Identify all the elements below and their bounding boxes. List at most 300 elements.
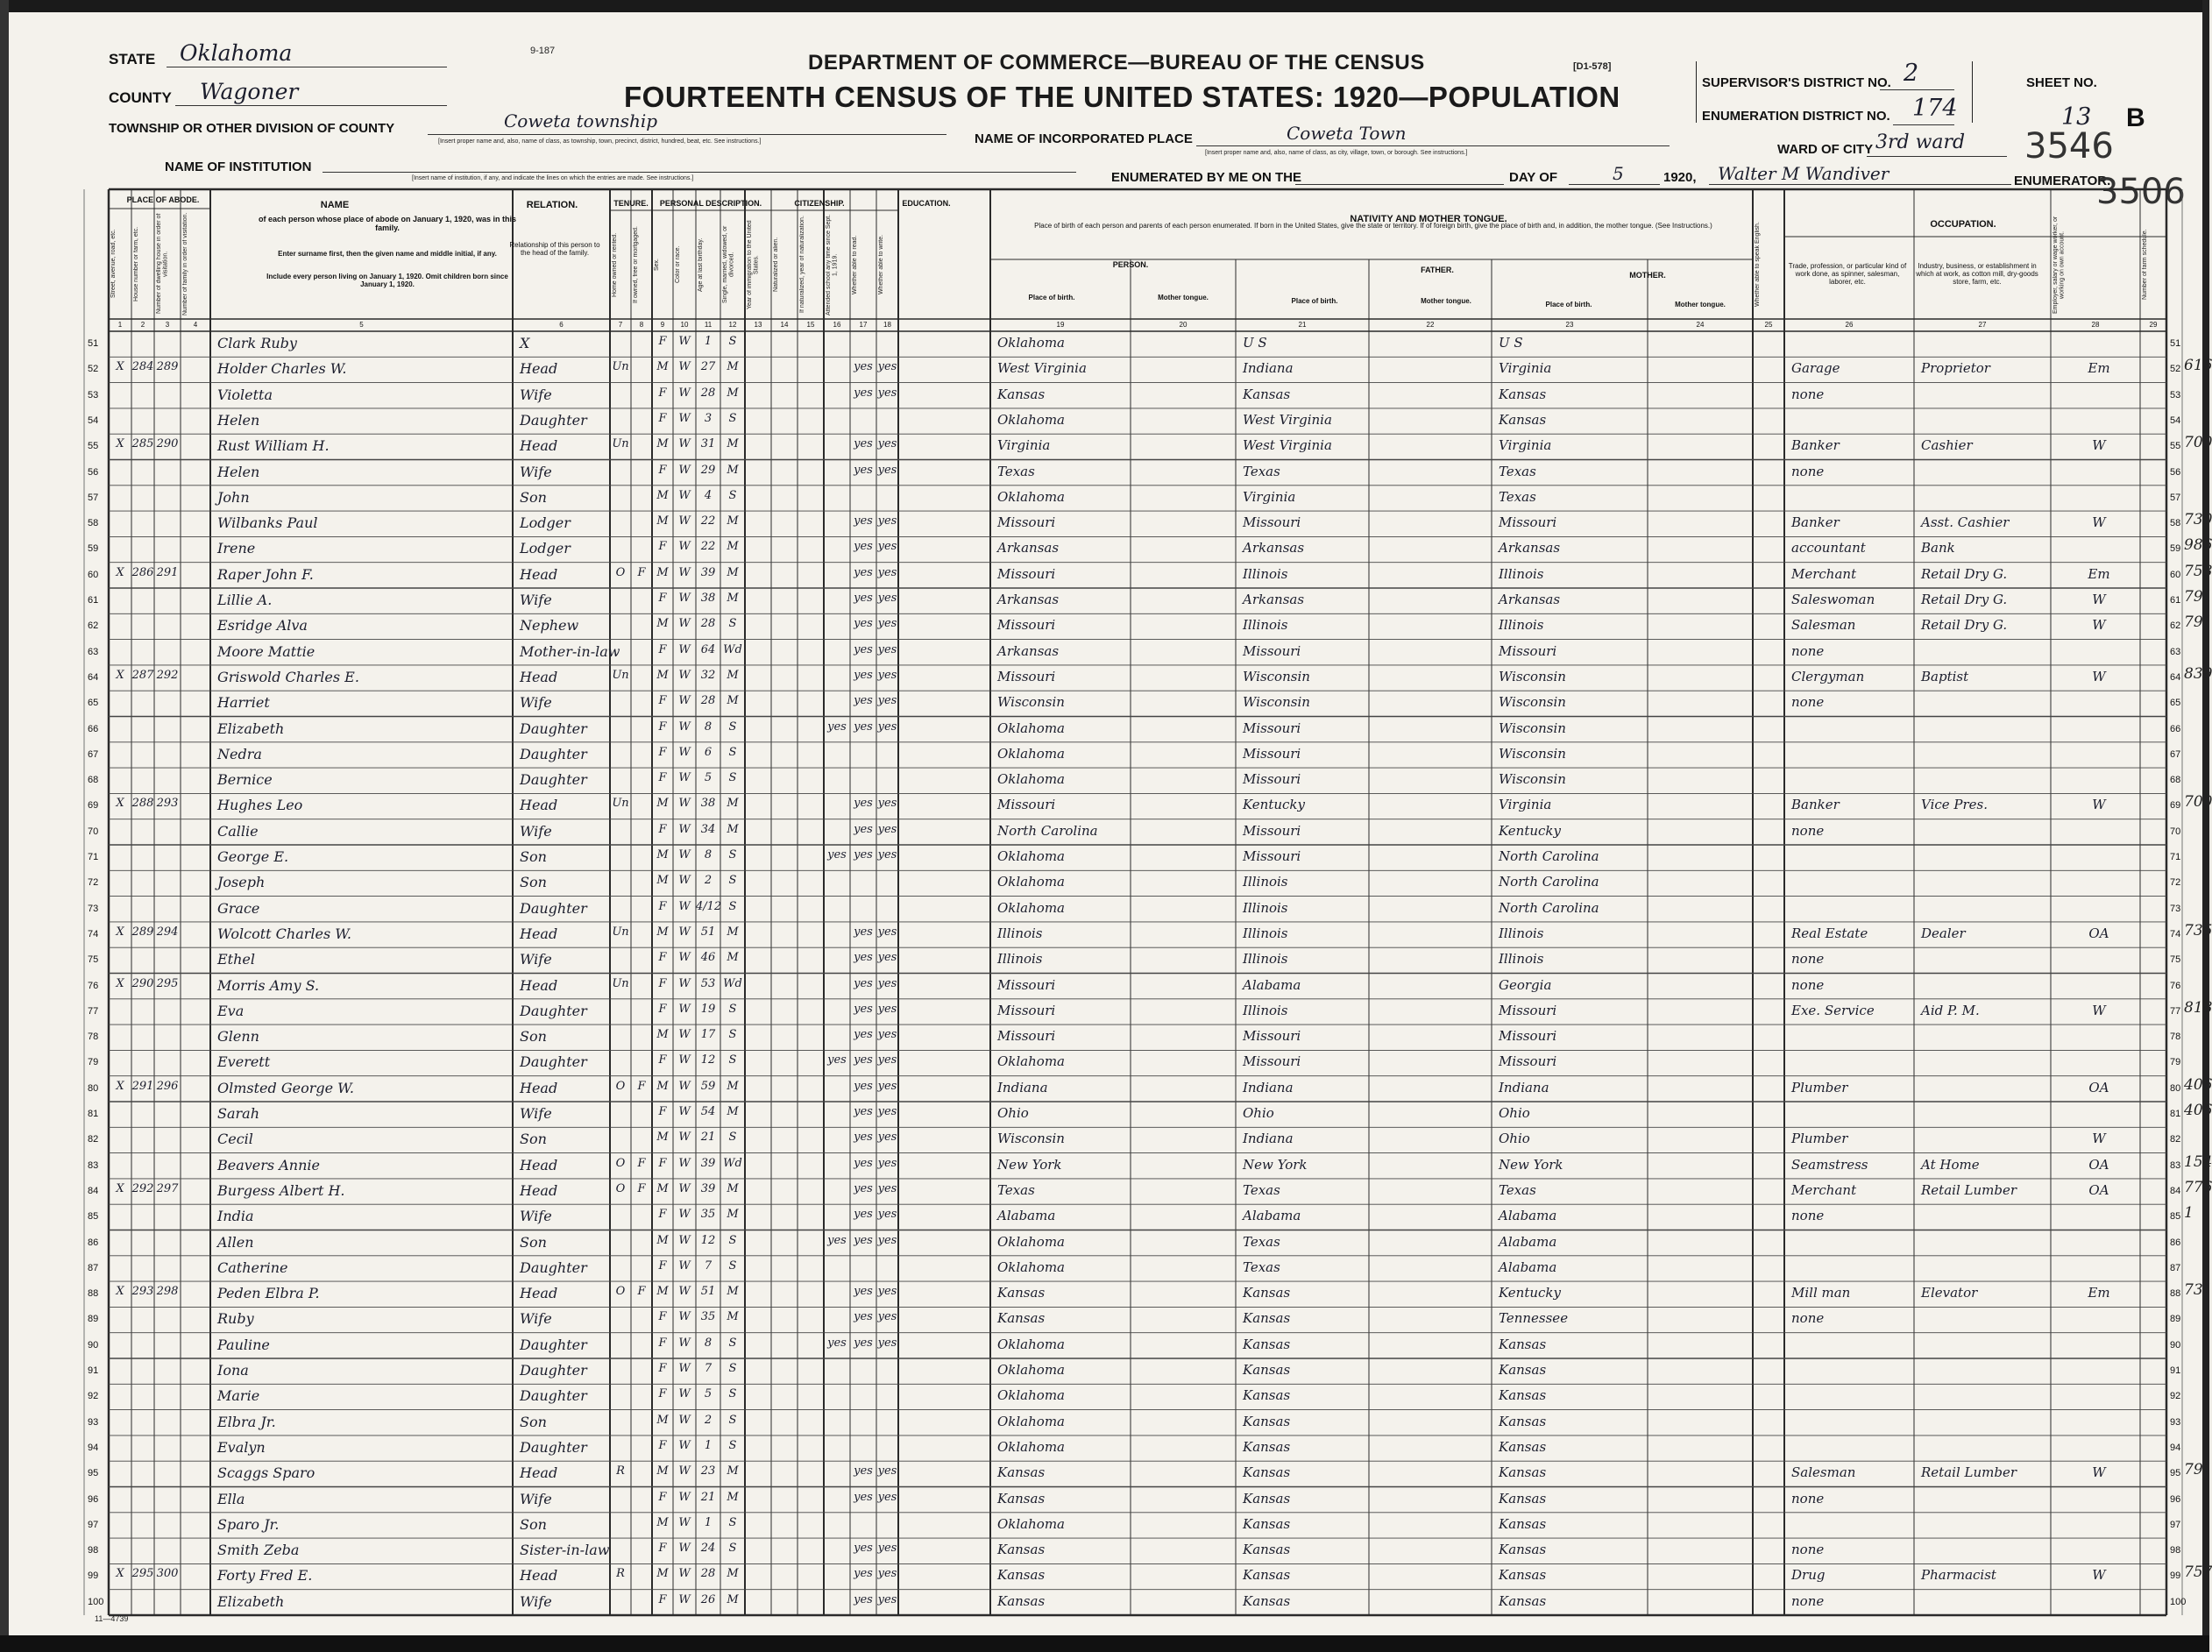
cell-age: 28 bbox=[700, 1567, 716, 1581]
cell-mpob: Illinois bbox=[1499, 925, 1544, 941]
cell-house: 285 bbox=[131, 437, 154, 451]
cell-mpob: Georgia bbox=[1499, 976, 1552, 993]
cell-write: yes bbox=[877, 694, 897, 708]
row-number-right: 68 bbox=[2170, 775, 2181, 786]
cell-sex: F bbox=[658, 1592, 667, 1606]
group-mother: MOTHER. bbox=[1629, 271, 1666, 280]
cell-trade: Drug bbox=[1791, 1567, 1826, 1584]
cell-write: yes bbox=[877, 951, 897, 965]
row-number-right: 63 bbox=[2170, 646, 2181, 657]
cell-mpob: Missouri bbox=[1499, 1053, 1557, 1070]
cell-ms: S bbox=[728, 335, 737, 348]
cell-pob: Kansas bbox=[997, 1490, 1046, 1507]
cell-sex: F bbox=[658, 694, 667, 708]
margin-farm-note: 616 bbox=[2184, 357, 2212, 375]
cell-rel: Head bbox=[520, 1181, 558, 1199]
column-header-17: Whether able to read. bbox=[852, 235, 858, 294]
table-row bbox=[0, 1102, 2212, 1127]
table-row bbox=[0, 1230, 2209, 1256]
cell-dw: 300 bbox=[156, 1567, 179, 1581]
cell-mpob: Kansas bbox=[1499, 1387, 1547, 1404]
cell-age: 51 bbox=[700, 925, 716, 939]
cell-pob: West Virginia bbox=[997, 360, 1087, 377]
cell-race: W bbox=[678, 642, 691, 656]
cell-sex: M bbox=[656, 1233, 669, 1247]
cell-age: 21 bbox=[700, 1131, 716, 1145]
row-number-right: 74 bbox=[2170, 928, 2181, 939]
cell-age: 1 bbox=[704, 1515, 713, 1529]
cell-rel: Head bbox=[520, 925, 558, 942]
row-number-right: 92 bbox=[2170, 1391, 2181, 1402]
cell-name: Allen bbox=[217, 1233, 254, 1251]
cell-age: 4 bbox=[704, 488, 713, 502]
sheet-letter: B bbox=[2126, 103, 2145, 132]
cell-mpob: Wisconsin bbox=[1499, 771, 1566, 788]
cell-sex: F bbox=[658, 1362, 667, 1375]
cell-trade: accountant bbox=[1791, 540, 1866, 557]
cell-emp: OA bbox=[2088, 1079, 2109, 1095]
cell-sex: F bbox=[658, 1490, 667, 1504]
cell-att: yes bbox=[827, 1053, 847, 1067]
cell-mpob: Texas bbox=[1499, 463, 1536, 479]
cell-age: 28 bbox=[700, 386, 716, 400]
cell-house: 291 bbox=[131, 1079, 154, 1093]
cell-trade: Banker bbox=[1791, 514, 1840, 531]
cell-mpob: U S bbox=[1499, 335, 1523, 351]
table-row bbox=[0, 819, 2209, 845]
table-row bbox=[0, 921, 2212, 947]
cell-race: W bbox=[678, 720, 691, 734]
cell-pob: Texas bbox=[997, 1181, 1035, 1198]
cell-fpob: Kansas bbox=[1243, 386, 1291, 402]
row-number-right: 78 bbox=[2170, 1032, 2181, 1043]
cell-rel: Daughter bbox=[520, 1438, 587, 1456]
cell-race: W bbox=[678, 1515, 691, 1529]
cell-name: Rust William H. bbox=[217, 437, 330, 455]
cell-sex: M bbox=[656, 617, 669, 631]
cell-age: 19 bbox=[700, 1002, 716, 1016]
cell-ms: M bbox=[727, 925, 739, 939]
cell-sex: F bbox=[658, 745, 667, 759]
margin-farm-note: 700 bbox=[2184, 434, 2212, 452]
cell-st: X bbox=[116, 1567, 124, 1581]
cell-age: 12 bbox=[700, 1233, 716, 1247]
table-row bbox=[0, 383, 2209, 408]
table-row bbox=[0, 1281, 2212, 1307]
cell-emp: OA bbox=[2088, 1156, 2109, 1173]
row-number-right: 64 bbox=[2170, 671, 2181, 683]
cell-mpob: North Carolina bbox=[1499, 848, 1599, 864]
cell-ind: At Home bbox=[1921, 1156, 1980, 1173]
cell-trade: none bbox=[1791, 822, 1825, 839]
table-row bbox=[0, 434, 2212, 459]
cell-pob: Oklahoma bbox=[997, 1438, 1065, 1455]
cell-age: 26 bbox=[700, 1592, 716, 1606]
row-number-left: 62 bbox=[88, 620, 99, 632]
margin-farm-note: 758 bbox=[2184, 562, 2212, 580]
cell-fpob: Indiana bbox=[1243, 1079, 1294, 1095]
cell-write: yes bbox=[877, 1336, 897, 1350]
cell-pob: Missouri bbox=[997, 797, 1056, 813]
column-number-19: 19 bbox=[1056, 321, 1065, 329]
cell-mpob: Kansas bbox=[1499, 1592, 1547, 1609]
column-number-6: 6 bbox=[559, 321, 564, 329]
cell-read: yes bbox=[854, 1105, 873, 1118]
cell-st: X bbox=[116, 797, 124, 811]
cell-mpob: Virginia bbox=[1499, 360, 1552, 377]
column-header-1: Street, avenue, road, etc. bbox=[110, 229, 117, 299]
cell-age: 29 bbox=[700, 463, 716, 477]
column-header-8: If owned, free or mortgaged. bbox=[633, 226, 639, 303]
column-header-3: Number of dwelling house in order of visitation. bbox=[156, 213, 169, 315]
cell-name: Elizabeth bbox=[217, 720, 285, 737]
table-row bbox=[0, 613, 2212, 639]
cell-mpob: North Carolina bbox=[1499, 874, 1599, 890]
cell-pob: Kansas bbox=[997, 1464, 1046, 1481]
table-row bbox=[0, 588, 2212, 613]
column-number-2: 2 bbox=[140, 321, 145, 329]
row-number-right: 83 bbox=[2170, 1159, 2181, 1171]
table-row bbox=[0, 1307, 2209, 1332]
cell-write: yes bbox=[877, 565, 897, 579]
cell-sex: F bbox=[658, 720, 667, 734]
cell-trade: Seamstress bbox=[1791, 1156, 1868, 1173]
table-row bbox=[0, 664, 2212, 691]
cell-name: Everett bbox=[217, 1053, 271, 1071]
cell-rel: Daughter bbox=[520, 720, 587, 737]
row-number-right: 98 bbox=[2170, 1545, 2181, 1556]
cell-ind: Vice Pres. bbox=[1921, 797, 1989, 813]
cell-write: yes bbox=[877, 1310, 897, 1324]
table-row bbox=[0, 974, 2209, 999]
cell-pob: Kansas bbox=[997, 1310, 1046, 1327]
cell-mpob: Kansas bbox=[1499, 1438, 1547, 1455]
cell-name: Callie bbox=[217, 822, 259, 840]
cell-pob: Kansas bbox=[997, 386, 1046, 402]
enum-district-label: ENUMERATION DISTRICT NO. bbox=[1702, 109, 1890, 124]
table-row bbox=[0, 1204, 2209, 1230]
table-row bbox=[0, 1461, 2212, 1486]
table-row bbox=[0, 998, 2212, 1025]
cell-read: yes bbox=[854, 797, 873, 811]
table-row bbox=[0, 897, 2209, 922]
cell-age: 7 bbox=[704, 1362, 713, 1375]
row-number-left: 93 bbox=[88, 1416, 99, 1428]
cell-rel: Daughter bbox=[520, 411, 587, 429]
group-name: NAME bbox=[320, 200, 350, 210]
cell-ms: M bbox=[727, 1208, 739, 1222]
cell-trade: none bbox=[1791, 386, 1825, 402]
cell-st: X bbox=[116, 976, 124, 990]
cell-dw: 292 bbox=[156, 668, 179, 682]
cell-trade: Merchant bbox=[1791, 565, 1857, 582]
cell-name: Smith Zeba bbox=[217, 1542, 300, 1559]
cell-name: Wilbanks Paul bbox=[217, 514, 318, 532]
cell-rel: Daughter bbox=[520, 1053, 587, 1071]
row-number-right: 71 bbox=[2170, 852, 2181, 862]
cell-emp: W bbox=[2092, 1464, 2106, 1481]
state-label: STATE bbox=[109, 51, 156, 67]
cell-mpob: Kansas bbox=[1499, 1567, 1547, 1584]
cell-read: yes bbox=[854, 642, 873, 656]
cell-pob: Missouri bbox=[997, 1028, 1056, 1045]
cell-sex: M bbox=[656, 1515, 669, 1529]
cell-sex: M bbox=[656, 360, 669, 374]
cell-rel: Son bbox=[520, 1131, 547, 1148]
cell-ms: Wd bbox=[723, 1156, 742, 1170]
cell-age: 53 bbox=[700, 976, 716, 990]
cell-ms: S bbox=[728, 1131, 737, 1145]
cell-ms: S bbox=[728, 1258, 737, 1273]
cell-house: 295 bbox=[131, 1567, 154, 1581]
cell-race: W bbox=[678, 1413, 691, 1427]
cell-age: 17 bbox=[700, 1028, 716, 1042]
cell-sex: M bbox=[656, 488, 669, 502]
cell-race: W bbox=[678, 899, 691, 913]
cell-mpob: Kansas bbox=[1499, 1464, 1547, 1481]
cell-st: X bbox=[116, 925, 124, 939]
cell-write: yes bbox=[877, 1464, 897, 1478]
header-name-note2: Include every person living on January 1, 1920. Omit children born since January 1, 1920. bbox=[266, 273, 508, 288]
cell-write: yes bbox=[877, 617, 897, 631]
county-value: Wagoner bbox=[200, 79, 299, 104]
column-number-11: 11 bbox=[704, 321, 713, 329]
cell-sex: F bbox=[658, 1258, 667, 1273]
row-number-right: 96 bbox=[2170, 1493, 2181, 1505]
cell-rel: Lodger bbox=[520, 514, 571, 532]
column-header-15: If naturalized, year of naturalization. bbox=[799, 216, 805, 314]
cell-ms: S bbox=[728, 1438, 737, 1452]
cell-st: X bbox=[116, 565, 124, 579]
cell-read: yes bbox=[854, 694, 873, 708]
column-header-28: Employer, salary or wage worker, or working on own account. bbox=[2052, 216, 2066, 314]
column-number-28: 28 bbox=[2091, 321, 2100, 329]
cell-race: W bbox=[678, 1438, 691, 1452]
sheet-label: SHEET NO. bbox=[2026, 75, 2097, 90]
column-number-16: 16 bbox=[833, 321, 841, 329]
row-number-left: 65 bbox=[88, 698, 99, 709]
row-number-left: 55 bbox=[88, 441, 99, 452]
row-number-left: 84 bbox=[88, 1185, 99, 1196]
row-number-right: 77 bbox=[2170, 1005, 2181, 1017]
table-row bbox=[0, 1487, 2209, 1513]
cell-name: Esridge Alva bbox=[217, 617, 308, 635]
cell-name: Burgess Albert H. bbox=[217, 1181, 345, 1199]
cell-ms: M bbox=[727, 592, 739, 605]
column-number-23: 23 bbox=[1565, 321, 1574, 329]
county-label: COUNTY bbox=[109, 89, 172, 106]
cell-ind: Proprietor bbox=[1921, 360, 1990, 377]
cell-fpob: West Virginia bbox=[1243, 411, 1332, 428]
margin-farm-note: 818 bbox=[2184, 998, 2212, 1017]
cell-read: yes bbox=[854, 951, 873, 965]
cell-own: Un bbox=[612, 668, 629, 682]
cell-sex: F bbox=[658, 1387, 667, 1401]
cell-race: W bbox=[678, 1131, 691, 1145]
stamp-number-1: 3546 bbox=[2024, 126, 2114, 167]
column-header-13: Year of immigration to the United States. bbox=[747, 220, 760, 309]
cell-ind: Retail Dry G. bbox=[1921, 592, 2008, 607]
margin-farm-note: 735 bbox=[2184, 921, 2212, 939]
cell-sex: F bbox=[658, 386, 667, 400]
cell-race: W bbox=[678, 745, 691, 759]
cell-rel: Head bbox=[520, 1285, 558, 1302]
enumerator-value: Walter M Wandiver bbox=[1718, 163, 1889, 184]
cell-sex: F bbox=[658, 1208, 667, 1222]
cell-mpob: Wisconsin bbox=[1499, 745, 1566, 762]
cell-age: 35 bbox=[700, 1310, 716, 1324]
cell-fpob: Missouri bbox=[1243, 745, 1301, 762]
cell-trade: none bbox=[1791, 1208, 1825, 1224]
cell-age: 12 bbox=[700, 1053, 716, 1067]
cell-pob: Missouri bbox=[997, 565, 1056, 582]
group-person: PERSON. bbox=[1112, 260, 1149, 269]
row-number-left: 75 bbox=[88, 954, 99, 966]
cell-sex: M bbox=[656, 797, 669, 811]
cell-rel: Wife bbox=[520, 1490, 552, 1507]
row-number-right: 69 bbox=[2170, 800, 2181, 812]
cell-age: 22 bbox=[700, 514, 716, 528]
cell-emp: W bbox=[2092, 437, 2106, 454]
cell-ms: S bbox=[728, 1542, 737, 1556]
cell-name: Helen bbox=[217, 463, 260, 480]
cell-att: yes bbox=[827, 720, 847, 734]
header-person-tongue: Mother tongue. bbox=[1158, 294, 1209, 301]
cell-pob: Kansas bbox=[997, 1542, 1046, 1558]
cell-age: 31 bbox=[700, 437, 716, 451]
cell-trade: none bbox=[1791, 1490, 1825, 1507]
cell-fpob: Illinois bbox=[1243, 1002, 1288, 1018]
column-header-29: Number of farm schedule. bbox=[2142, 229, 2148, 301]
cell-ms: M bbox=[727, 1310, 739, 1324]
cell-pob: Oklahoma bbox=[997, 874, 1065, 890]
stamp-number-2: 3506 bbox=[2096, 172, 2186, 212]
cell-house: 286 bbox=[131, 565, 154, 579]
cell-trade: Plumber bbox=[1791, 1079, 1848, 1095]
cell-mpob: Texas bbox=[1499, 488, 1536, 505]
cell-age: 23 bbox=[700, 1464, 716, 1478]
cell-race: W bbox=[678, 386, 691, 400]
cell-fpob: Wisconsin bbox=[1243, 694, 1310, 711]
header-name-note: Enter surname first, then the given name and middle initial, if any. bbox=[278, 250, 497, 258]
cell-age: 35 bbox=[700, 1208, 716, 1222]
cell-fpob: Kansas bbox=[1243, 1515, 1291, 1532]
cell-name: Cecil bbox=[217, 1131, 253, 1148]
cell-trade: none bbox=[1791, 463, 1825, 479]
cell-rel: Son bbox=[520, 1515, 547, 1533]
row-number-left: 51 bbox=[88, 338, 99, 349]
cell-fpob: New York bbox=[1243, 1156, 1308, 1173]
cell-sex: M bbox=[656, 1567, 669, 1581]
cell-fpob: Illinois bbox=[1243, 899, 1288, 916]
cell-pob: Oklahoma bbox=[997, 1233, 1065, 1250]
cell-race: W bbox=[678, 822, 691, 836]
cell-name: Eva bbox=[217, 1002, 245, 1019]
cell-read: yes bbox=[854, 1567, 873, 1581]
cell-rel: Wife bbox=[520, 694, 552, 712]
cell-fpob: Kansas bbox=[1243, 1542, 1291, 1558]
cell-mpob: Kentucky bbox=[1499, 1285, 1561, 1301]
cell-name: Beavers Annie bbox=[217, 1156, 320, 1173]
cell-mpob: Missouri bbox=[1499, 514, 1557, 531]
cell-pob: Oklahoma bbox=[997, 488, 1065, 505]
table-row bbox=[0, 562, 2212, 588]
cell-ind: Retail Lumber bbox=[1921, 1181, 2017, 1198]
cell-fpob: Missouri bbox=[1243, 822, 1301, 839]
cell-rel: Daughter bbox=[520, 1002, 587, 1019]
cell-pob: Illinois bbox=[997, 925, 1043, 941]
table-row bbox=[0, 717, 2209, 742]
cell-trade: Plumber bbox=[1791, 1131, 1848, 1147]
cell-race: W bbox=[678, 668, 691, 682]
column-number-21: 21 bbox=[1298, 321, 1307, 329]
cell-mpob: Missouri bbox=[1499, 642, 1557, 659]
group-nativity: NATIVITY AND MOTHER TONGUE. bbox=[1350, 214, 1507, 224]
cell-read: yes bbox=[854, 668, 873, 682]
row-number-left: 97 bbox=[88, 1519, 99, 1530]
cell-rel: X bbox=[520, 335, 530, 351]
cell-rel: Son bbox=[520, 1413, 547, 1430]
cell-ind: Cashier bbox=[1921, 437, 1973, 454]
header-person-pob: Place of birth. bbox=[1028, 294, 1075, 301]
row-number-left: 66 bbox=[88, 723, 99, 734]
cell-ind: Dealer bbox=[1921, 925, 1966, 941]
cell-race: W bbox=[678, 1233, 691, 1247]
cell-sex: F bbox=[658, 1002, 667, 1016]
cell-name: Nedra bbox=[217, 745, 262, 762]
column-number-24: 24 bbox=[1696, 321, 1705, 329]
cell-pob: Oklahoma bbox=[997, 411, 1065, 428]
cell-rel: Head bbox=[520, 1156, 558, 1173]
cell-ms: S bbox=[728, 1362, 737, 1375]
cell-rel: Head bbox=[520, 797, 558, 814]
table-row bbox=[0, 1075, 2212, 1102]
form-number: 9-187 bbox=[530, 46, 556, 56]
header-trade: Trade, profession, or particular kind of work done, as spinner, salesman, laborer, etc. bbox=[1788, 262, 1907, 286]
cell-race: W bbox=[678, 1285, 691, 1299]
cell-pob: Oklahoma bbox=[997, 899, 1065, 916]
column-header-12: Single, married, widowed, or divorced. bbox=[722, 225, 735, 304]
cell-mpob: Illinois bbox=[1499, 565, 1544, 582]
cell-rel: Daughter bbox=[520, 899, 587, 917]
cell-read: yes bbox=[854, 1336, 873, 1350]
cell-write: yes bbox=[877, 592, 897, 605]
cell-ms: S bbox=[728, 1053, 737, 1067]
cell-rel: Daughter bbox=[520, 771, 587, 789]
cell-ms: M bbox=[727, 565, 739, 579]
cell-name: Raper John F. bbox=[217, 565, 314, 583]
cell-pob: Oklahoma bbox=[997, 1258, 1065, 1275]
cell-age: 8 bbox=[704, 1336, 713, 1350]
cell-mpob: Illinois bbox=[1499, 617, 1544, 634]
cell-race: W bbox=[678, 617, 691, 631]
cell-read: yes bbox=[854, 437, 873, 451]
cell-fpob: U S bbox=[1243, 335, 1267, 351]
cell-name: Holder Charles W. bbox=[217, 360, 347, 378]
incorporated-note: [Insert proper name and, also, name of class, as city, village, town, or borough. See instructions.] bbox=[1205, 150, 1468, 156]
cell-age: 34 bbox=[700, 822, 716, 836]
row-number-right: 72 bbox=[2170, 877, 2181, 889]
cell-fpob: Missouri bbox=[1243, 514, 1301, 531]
cell-mpob: Virginia bbox=[1499, 437, 1552, 454]
cell-name: Lillie A. bbox=[217, 592, 273, 608]
cell-age: 32 bbox=[700, 668, 716, 682]
row-number-right: 91 bbox=[2170, 1365, 2181, 1376]
column-header-11: Age at last birthday. bbox=[698, 238, 704, 292]
cell-name: Ruby bbox=[217, 1310, 254, 1328]
table-row bbox=[0, 768, 2209, 793]
cell-fpob: Illinois bbox=[1243, 617, 1288, 634]
